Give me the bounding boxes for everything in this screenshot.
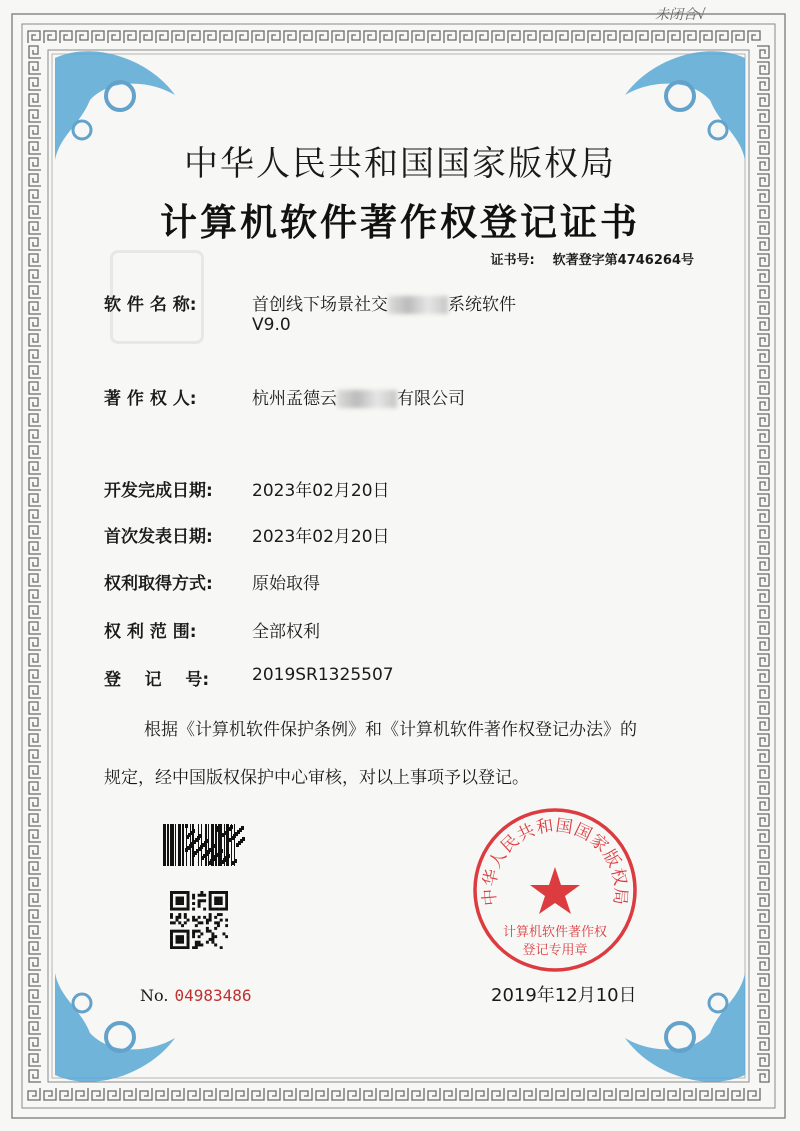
field-label: 权 利 范 围: bbox=[104, 622, 197, 642]
redacted-text bbox=[337, 390, 397, 408]
field-rights-scope bbox=[104, 617, 662, 642]
statement-line-1: 根据《计算机软件保护条例》和《计算机软件著作权登记办法》的 bbox=[144, 720, 637, 740]
issue-date: 2019年12月10日 bbox=[491, 985, 637, 1006]
qr-code bbox=[170, 891, 228, 949]
field-label: 首次发表日期: bbox=[104, 527, 213, 547]
statement bbox=[104, 706, 724, 802]
field-label: 开发完成日期: bbox=[104, 481, 213, 501]
certificate-number bbox=[490, 249, 694, 268]
field-copyright-owner bbox=[104, 384, 662, 409]
field-dev-complete-date bbox=[104, 476, 662, 501]
svg-text:中华人民共和国国家版权局: 中华人民共和国国家版权局 bbox=[479, 815, 631, 907]
field-value bbox=[252, 384, 662, 409]
statement-line-2: 规定，经中国版权保护中心审核，对以上事项予以登记。 bbox=[104, 768, 529, 788]
field-label: 权利取得方式: bbox=[104, 574, 213, 594]
field-value: 2019SR1325507 bbox=[252, 665, 394, 685]
field-software-name bbox=[104, 290, 662, 335]
field-label: 著 作 权 人: bbox=[104, 389, 197, 409]
field-value bbox=[252, 290, 662, 335]
field-label: 登 记 号: bbox=[104, 670, 210, 690]
handwritten-note: 未闭合√ bbox=[655, 7, 706, 23]
field-value: 2023年02月20日 bbox=[252, 481, 390, 501]
certificate-number-value: 软著登字第4746264号 bbox=[552, 253, 694, 268]
corner-ornament-bottom-right bbox=[625, 973, 745, 1082]
official-seal bbox=[470, 805, 640, 975]
field-value: 2023年02月20日 bbox=[252, 527, 390, 547]
software-name-prefix: 首创线下场景社交 bbox=[252, 295, 388, 315]
serial-number bbox=[140, 986, 252, 1005]
owner-suffix: 有限公司 bbox=[397, 389, 465, 409]
serial-value: 04983486 bbox=[174, 986, 252, 1005]
svg-text:计算机软件著作权: 计算机软件著作权 bbox=[502, 925, 608, 940]
software-version: V9.0 bbox=[252, 315, 291, 335]
field-acquisition-method bbox=[104, 569, 662, 594]
certificate-number-label: 证书号: bbox=[490, 253, 535, 268]
owner-prefix: 杭州孟德云 bbox=[252, 389, 337, 409]
redacted-text bbox=[388, 296, 448, 314]
authority-title: 中华人民共和国国家版权局 bbox=[184, 144, 616, 184]
field-registration-number bbox=[104, 665, 662, 690]
field-first-publish-date bbox=[104, 522, 662, 547]
software-name-suffix: 系统软件 bbox=[448, 295, 516, 315]
field-value: 原始取得 bbox=[252, 574, 320, 594]
certificate-title: 计算机软件著作权登记证书 bbox=[160, 201, 640, 244]
field-label: 软 件 名 称: bbox=[104, 295, 197, 315]
barcode bbox=[163, 824, 275, 866]
svg-text:登记专用章: 登记专用章 bbox=[522, 943, 588, 958]
serial-prefix: No. bbox=[140, 986, 169, 1005]
field-value: 全部权利 bbox=[252, 622, 320, 642]
